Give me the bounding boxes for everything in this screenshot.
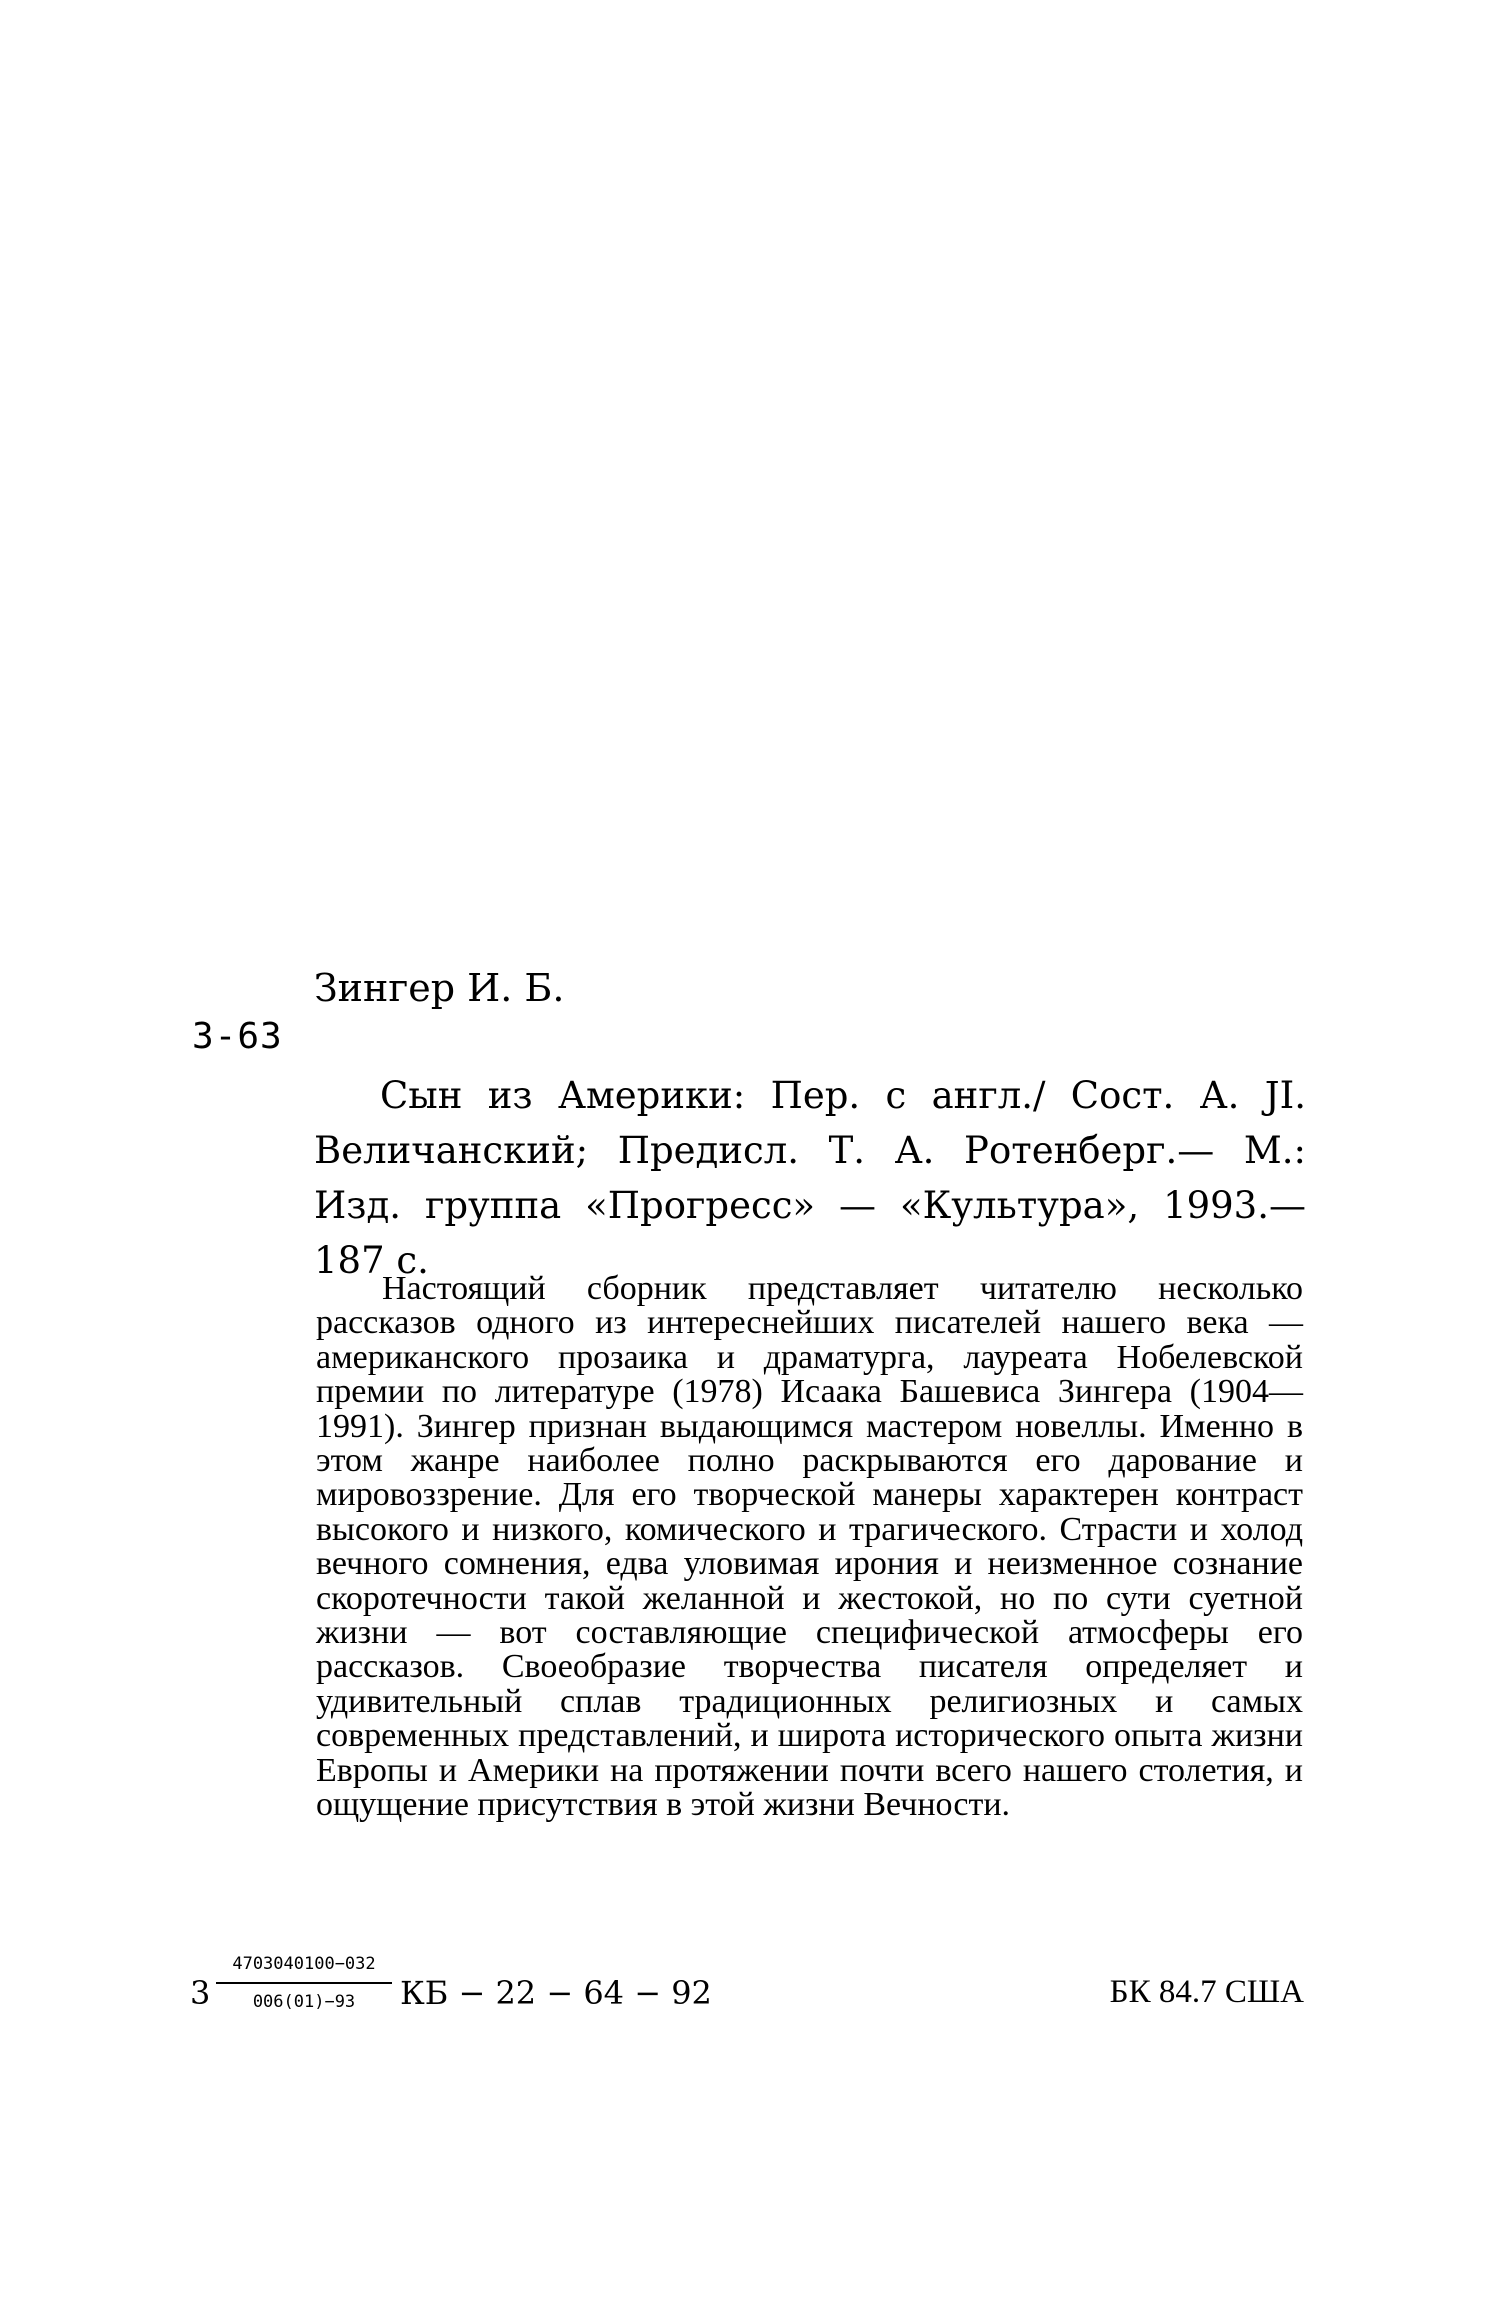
title-entry: Сын из Америки: Пер. с англ./ Сост. А. JI. Величанский; Предисл. Т. А. Ротенберг.— М.: Изд. группа «Прогресс» — «Культура», 1993.— 187 с.	[314, 1074, 1306, 1282]
catalog-suffix: КБ − 22 − 64 − 92	[400, 1974, 712, 2012]
fraction-bar	[216, 1982, 392, 1984]
bbk-code: БК 84.7 США	[1109, 1974, 1304, 2010]
annotation-paragraph: Настоящий сборник представляет читателю несколько рассказов одного из интереснейших писателей нашего века — американского прозаика и драматурга, лауреата Нобелевской премии по литературе (1978) Исаака Башевиса Зингера (1904—1991). Зингер признан выдающимся мастером новеллы. Именно в этом жанре наиболее полно раскрываются его дарование и мировоззрение. Для его творческой манеры характерен контраст высокого и низкого, комического и трагического. Страсти и холод вечного сомнения, едва уловимая ирония и неизменное сознание скоротечности такой желанной и жестокой, но по сути суетной жизни — вот составляющие специфической атмосферы его рассказов. Своеобразие творчества писателя определяет и удивительный сплав традиционных религиозных и самых современных представлений, и широта исторического опыта жизни Европы и Америки на протяжении почти всего нашего столетия, и ощущение присутствия в этой жизни Вечности.	[316, 1270, 1303, 1824]
catalog-fraction	[216, 1952, 392, 2014]
imprint-line	[190, 1952, 1304, 2032]
fraction-denominator: 006(01)−93	[252, 1992, 356, 2012]
fraction-prefix: 3	[190, 1974, 211, 2012]
fraction-numerator: 4703040100−032	[232, 1954, 376, 1974]
classification-code: 3-63	[192, 1016, 283, 1057]
author-heading: Зингер И. Б.	[314, 966, 565, 1010]
